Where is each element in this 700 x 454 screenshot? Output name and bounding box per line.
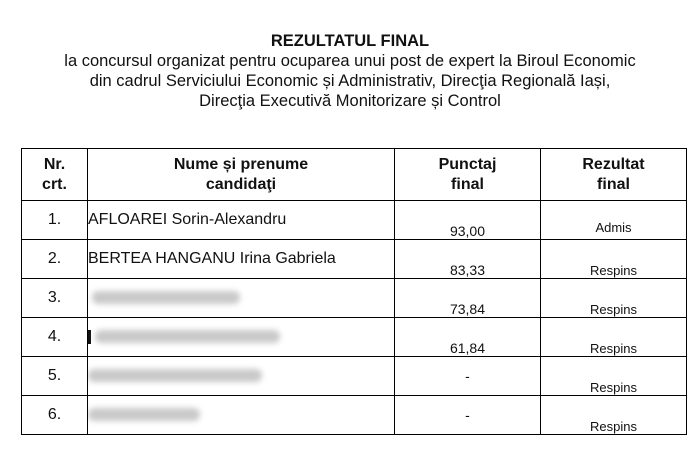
candidate-name-redacted xyxy=(88,318,395,357)
redacted-name-blur xyxy=(88,408,200,421)
candidate-name: AFLOAREI Sorin-Alexandru xyxy=(88,201,395,240)
final-score: 61,84 xyxy=(395,318,541,357)
final-score: - xyxy=(395,357,541,396)
header-score: Punctaj final xyxy=(395,149,541,201)
table-row xyxy=(22,396,687,435)
document-title: REZULTATUL FINAL xyxy=(270,32,430,50)
row-number: 2. xyxy=(22,240,88,279)
candidate-name-redacted xyxy=(88,396,395,435)
table-header-row xyxy=(22,149,687,201)
row-number: 6. xyxy=(22,396,88,435)
candidate-name-redacted xyxy=(88,279,395,318)
final-score: 73,84 xyxy=(395,279,541,318)
candidate-name-redacted xyxy=(88,357,395,396)
subtitle-line-1: la concursul organizat pentru ocuparea unui post de expert la Biroul Economic xyxy=(64,52,636,70)
row-number: 5. xyxy=(22,357,88,396)
row-number: 1. xyxy=(22,201,88,240)
candidate-name: BERTEA HANGANU Irina Gabriela xyxy=(88,240,395,279)
table-row xyxy=(22,318,687,357)
table-row xyxy=(22,279,687,318)
table-row xyxy=(22,201,687,240)
final-result: Respins xyxy=(541,240,687,279)
final-score: - xyxy=(395,396,541,435)
table-row xyxy=(22,240,687,279)
redacted-name-blur xyxy=(95,330,280,343)
row-number: 4. xyxy=(22,318,88,357)
header-result: Rezultat final xyxy=(541,149,687,201)
final-result: Respins xyxy=(541,357,687,396)
final-result: Respins xyxy=(541,279,687,318)
final-score: 83,33 xyxy=(395,240,541,279)
subtitle-line-3: Direcţia Executivă Monitorizare și Control xyxy=(199,92,501,110)
redaction-edge-mark xyxy=(88,330,91,344)
final-result: Respins xyxy=(541,396,687,435)
final-score: 93,00 xyxy=(395,201,541,240)
header-nr: Nr. crt. xyxy=(22,149,88,201)
final-result: Admis xyxy=(541,201,687,240)
document-header xyxy=(0,31,700,111)
final-result: Respins xyxy=(541,318,687,357)
header-name: Nume și prenume candidaţi xyxy=(88,149,395,201)
redacted-name-blur xyxy=(88,369,262,382)
results-table xyxy=(21,148,687,435)
subtitle-line-2: din cadrul Serviciului Economic și Administrativ, Direcţia Regională Iași, xyxy=(89,72,611,90)
redacted-name-blur xyxy=(92,291,240,304)
row-number: 3. xyxy=(22,279,88,318)
table-row xyxy=(22,357,687,396)
